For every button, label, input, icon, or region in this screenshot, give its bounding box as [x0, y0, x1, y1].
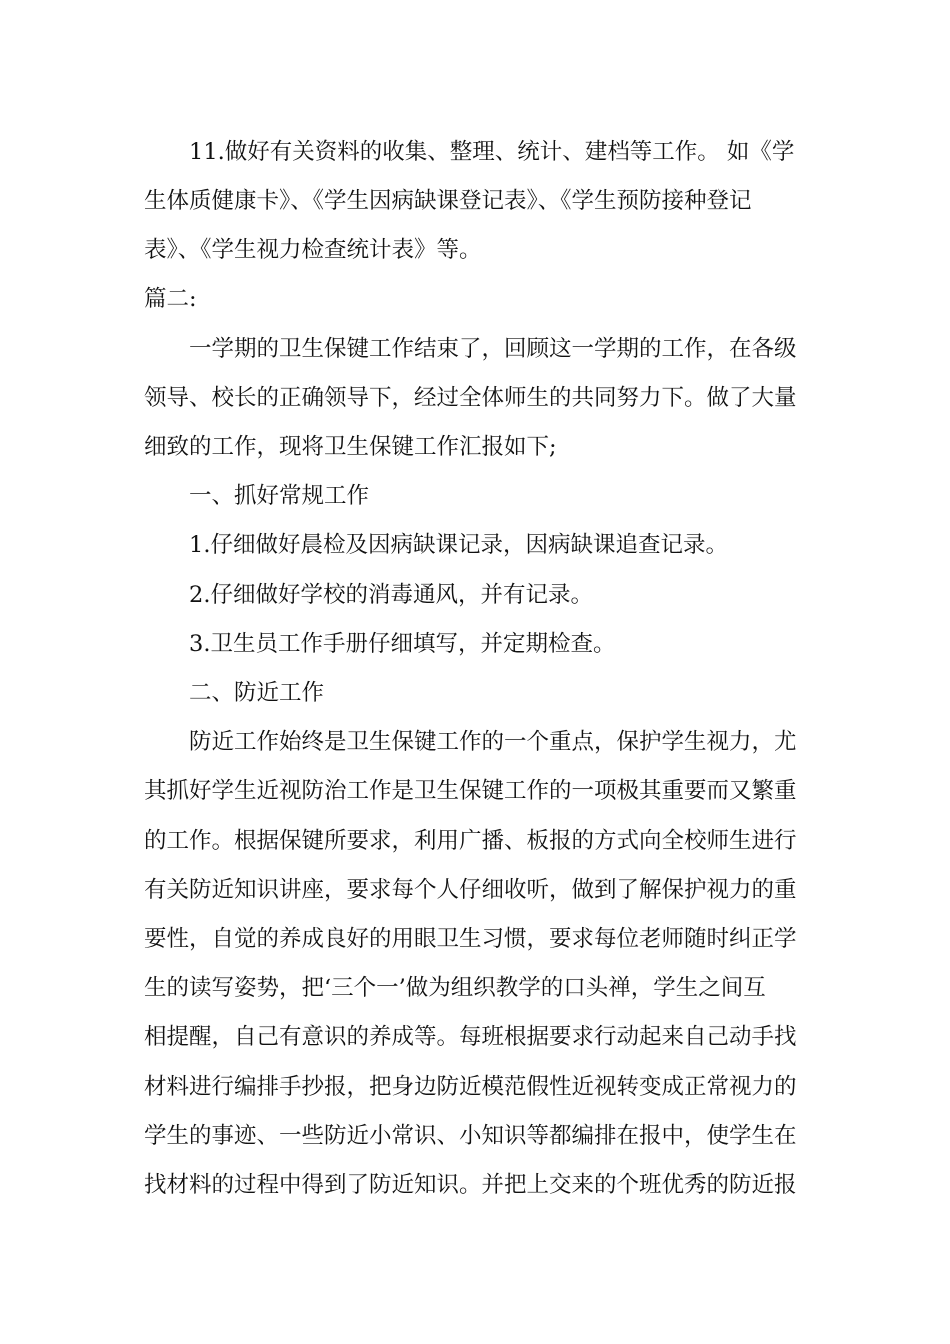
list-item: 1.仔细做好晨检及因病缺课记录，因病缺课追查记录。 [189, 532, 728, 558]
paragraph-line: 一学期的卫生保键工作结束了，回顾这一学期的工作，在各级 [189, 336, 797, 362]
paragraph-line: 有关防近知识讲座，要求每个人仔细收听，做到了解保护视力的重 [144, 877, 797, 903]
paragraph-line: 细致的工作，现将卫生保键工作汇报如下; [144, 434, 557, 460]
section-heading: 篇二: [144, 286, 197, 312]
paragraph-line: 相提醒，自己有意识的养成等。每班根据要求行动起来自己动手找 [144, 1024, 797, 1050]
paragraph-line: 生的读写姿势，把‘三个一’做为组织教学的口头禅，学生之间互 [144, 975, 766, 1001]
subsection-heading: 一、抓好常规工作 [189, 483, 370, 509]
paragraph-line: 表》、《学生视力检查统计表》等。 [144, 237, 482, 263]
list-item: 3.卫生员工作手册仔细填写，并定期检查。 [189, 631, 616, 657]
paragraph-line: 防近工作始终是卫生保键工作的一个重点，保护学生视力，尤 [189, 729, 797, 755]
list-item: 2.仔细做好学校的消毒通风，并有记录。 [189, 582, 593, 608]
paragraph-line: 材料进行编排手抄报，把身边防近模范假性近视转变成正常视力的 [144, 1074, 797, 1100]
paragraph-line: 的工作。根据保键所要求，利用广播、板报的方式向全校师生进行 [144, 828, 797, 854]
paragraph-line: 找材料的过程中得到了防近知识。并把上交来的个班优秀的防近报 [144, 1172, 797, 1198]
paragraph-line: 学生的事迹、一些防近小常识、小知识等都编排在报中，使学生在 [144, 1123, 797, 1149]
paragraph-line: 要性，自觉的养成良好的用眼卫生习惯，要求每位老师随时纠正学 [144, 926, 797, 952]
paragraph-line: 其抓好学生近视防治工作是卫生保键工作的一项极其重要而又繁重 [144, 778, 797, 804]
paragraph-line: 领导、校长的正确领导下，经过全体师生的共同努力下。做了大量 [144, 385, 797, 411]
subsection-heading: 二、防近工作 [189, 680, 325, 706]
paragraph-line: 生体质健康卡》、《学生因病缺课登记表》、《学生预防接种登记 [144, 188, 752, 214]
paragraph-line: 11.做好有关资料的收集、整理、统计、建档等工作。 如《学 [189, 139, 795, 165]
